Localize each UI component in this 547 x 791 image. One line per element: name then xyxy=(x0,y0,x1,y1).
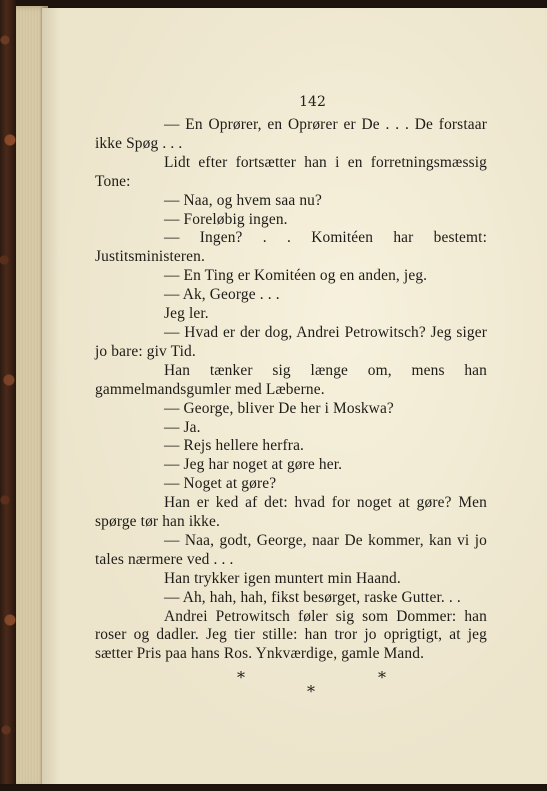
paragraph: — Noget at gøre? xyxy=(164,475,277,493)
paragraph: Jeg ler. xyxy=(164,305,209,323)
ornament-star-left: * xyxy=(237,668,245,687)
paragraph: — Naa, godt, George, naar De kommer, kan vi jo tales nærmere ved . . . xyxy=(95,531,487,568)
paragraph: — Naa, og hvem saa nu? xyxy=(164,191,323,209)
paragraph: — Ja. xyxy=(164,418,201,436)
paragraph: — Foreløbig ingen. xyxy=(164,210,288,228)
ornament-star-center: * xyxy=(307,682,315,701)
paragraph: — Ingen? . . Komitéen har bestemt: Justitsministeren. xyxy=(95,229,487,266)
paragraph: Han trykker igen muntert min Haand. xyxy=(164,569,401,587)
paragraph: — Rejs hellere herfra. xyxy=(164,437,305,455)
body-text xyxy=(95,116,487,664)
ornament-star-right: * xyxy=(378,668,386,687)
paragraph: — En Oprører, en Oprører er De . . . De forstaar ikke Spøg . . . xyxy=(95,116,487,152)
paragraph: Han tænker sig længe om, mens han gammelmandsgumler med Læberne. xyxy=(95,361,487,398)
paragraph: — George, bliver De her i Moskwa? xyxy=(164,399,394,417)
page-number: 142 xyxy=(299,94,326,110)
paragraph: — Ak, George . . . xyxy=(164,286,280,304)
paragraph: — En Ting er Komitéen og en anden, jeg. xyxy=(164,267,428,285)
paragraph: Han er ked af det: hvad for noget at gøre? Men spørge tør han ikke. xyxy=(95,494,487,531)
paragraph: Lidt efter fortsætter han i en forretningsmæssig Tone: xyxy=(95,153,487,190)
paragraph: Andrei Petrowitsch føler sig som Dommer: han roser og dadler. Jeg tier stille: han tror jo oprigtigt, at jeg sætter Pris paa hans Ros. Ynkværdige, gamle Mand. xyxy=(95,607,487,663)
paragraph: — Hvad er der dog, Andrei Petrowitsch? Jeg siger jo bare: giv Tid. xyxy=(95,323,487,360)
paragraph: — Ah, hah, hah, fikst besørget, raske Gutter. . . xyxy=(164,588,461,606)
scan-bottom-border xyxy=(0,784,547,791)
marbled-cover-edge xyxy=(0,0,16,791)
paragraph: — Jeg har noget at gøre her. xyxy=(164,456,343,474)
